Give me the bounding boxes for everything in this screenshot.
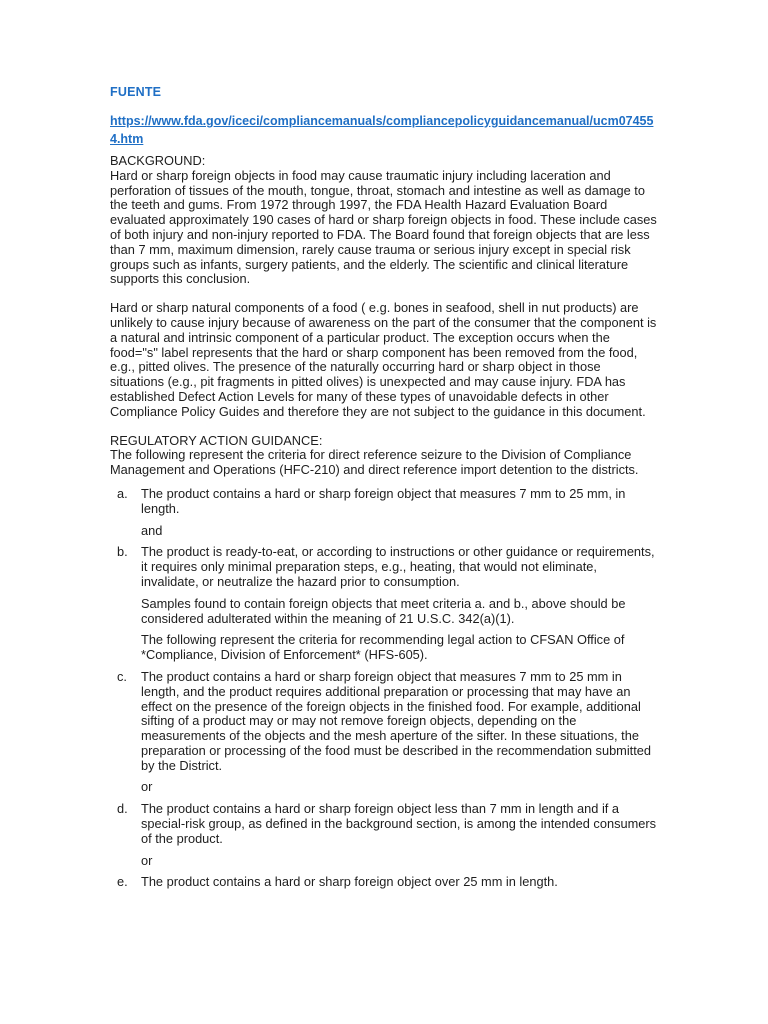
background-heading: BACKGROUND: <box>110 153 206 168</box>
list-marker: e. <box>117 874 128 890</box>
background-paragraph-2: Hard or sharp natural components of a food ( e.g. bones in seafood, shell in nut products) are unlikely to cause injury because of awareness on the part of the consumer that the component is a natural and intrinsic component of a particular product. The exception occurs when the food="s" label represents that the hard or sharp component has been removed from the food, e.g., pitted olives. The presence of the naturally occurring hard or sharp object in those situations (e.g., pit fragments in pitted olives) is unexpected and may cause injury. FDA has established Defect Action Levels for many of these types of unavoidable defects in other Compliance Policy Guides and therefore they are not subject to the guidance in this document. <box>110 300 657 419</box>
criteria-text: The product contains a hard or sharp foreign object that measures 7 mm to 25 mm, in length. <box>141 485 626 516</box>
criteria-text: The product contains a hard or sharp foreign object that measures 7 mm to 25 mm in length, and the product requires additional preparation or processing that may have an effect on the presence of the foreign objects in the finished food. For example, additional sifting of a product may or may not remove foreign objects, depending on the measurements of the objects and the mesh aperture of the sifter. In these situations, the preparation or processing of the food must be described in the recommendation submitted by the District. <box>141 668 652 773</box>
criteria-text: The product is ready-to-eat, or according to instructions or other guidance or requirements, it requires only minimal preparation steps, e.g., heating, that would not eliminate, invalidate, or neutralize the hazard prior to consumption. <box>141 544 655 589</box>
connector-or: or <box>141 779 153 795</box>
section-spacer <box>110 420 658 434</box>
criteria-text: The product contains a hard or sharp foreign object over 25 mm in length. <box>141 874 558 890</box>
adulteration-note: Samples found to contain foreign objects that meet criteria a. and b., above should be considered adulterated within the meaning of 21 U.S.C. 342(a)(1). <box>141 595 626 626</box>
document-page <box>110 84 658 897</box>
list-marker: d. <box>117 801 128 817</box>
source-label: FUENTE <box>110 85 162 99</box>
source-url-link[interactable]: https://www.fda.gov/iceci/compliancemanuals/compliancepolicyguidancemanual/ucm074554.htm <box>110 114 654 146</box>
background-section <box>110 154 658 420</box>
criteria-list <box>110 487 658 890</box>
list-marker: b. <box>117 544 128 560</box>
background-paragraph-1: Hard or sharp foreign objects in food may cause traumatic injury including laceration and perforation of tissues of the mouth, tongue, throat, stomach and intestine as well as damage to the teeth and gums. From 1972 through 1997, the FDA Health Hazard Evaluation Board evaluated approximately 190 cases of hard or sharp foreign objects in food. These include cases of both injury and non-injury reported to FDA. The Board found that foreign objects that are less than 7 mm, maximum dimension, rarely cause trauma or serious injury except in special risk groups such as infants, surgery patients, and the elderly. The scientific and clinical literature supports this conclusion. <box>110 167 657 287</box>
regulatory-heading: REGULATORY ACTION GUIDANCE: <box>110 432 323 448</box>
list-marker: c. <box>117 668 127 684</box>
criteria-text: The product contains a hard or sharp foreign object less than 7 mm in length and if a special-risk group, as defined in the background section, is among the intended consumers of the product. <box>141 801 657 846</box>
criteria-item-d <box>110 802 658 846</box>
criteria-item-b <box>110 545 658 589</box>
paragraph-spacer <box>110 287 658 301</box>
connector-and: and <box>141 522 163 538</box>
list-marker: a. <box>117 485 128 501</box>
legal-action-note: The following represent the criteria for recommending legal action to CFSAN Office of *Compliance, Division of Enforcement* (HFS-605). <box>141 632 625 663</box>
criteria-item-c <box>110 670 658 774</box>
regulatory-intro: The following represent the criteria for direct reference seizure to the Division of Compliance Management and Operations (HFC-210) and direct reference import detention to the districts. <box>110 447 639 478</box>
criteria-item-a <box>110 487 658 517</box>
criteria-item-e <box>110 875 658 890</box>
connector-or: or <box>141 852 153 868</box>
regulatory-section <box>110 434 658 891</box>
